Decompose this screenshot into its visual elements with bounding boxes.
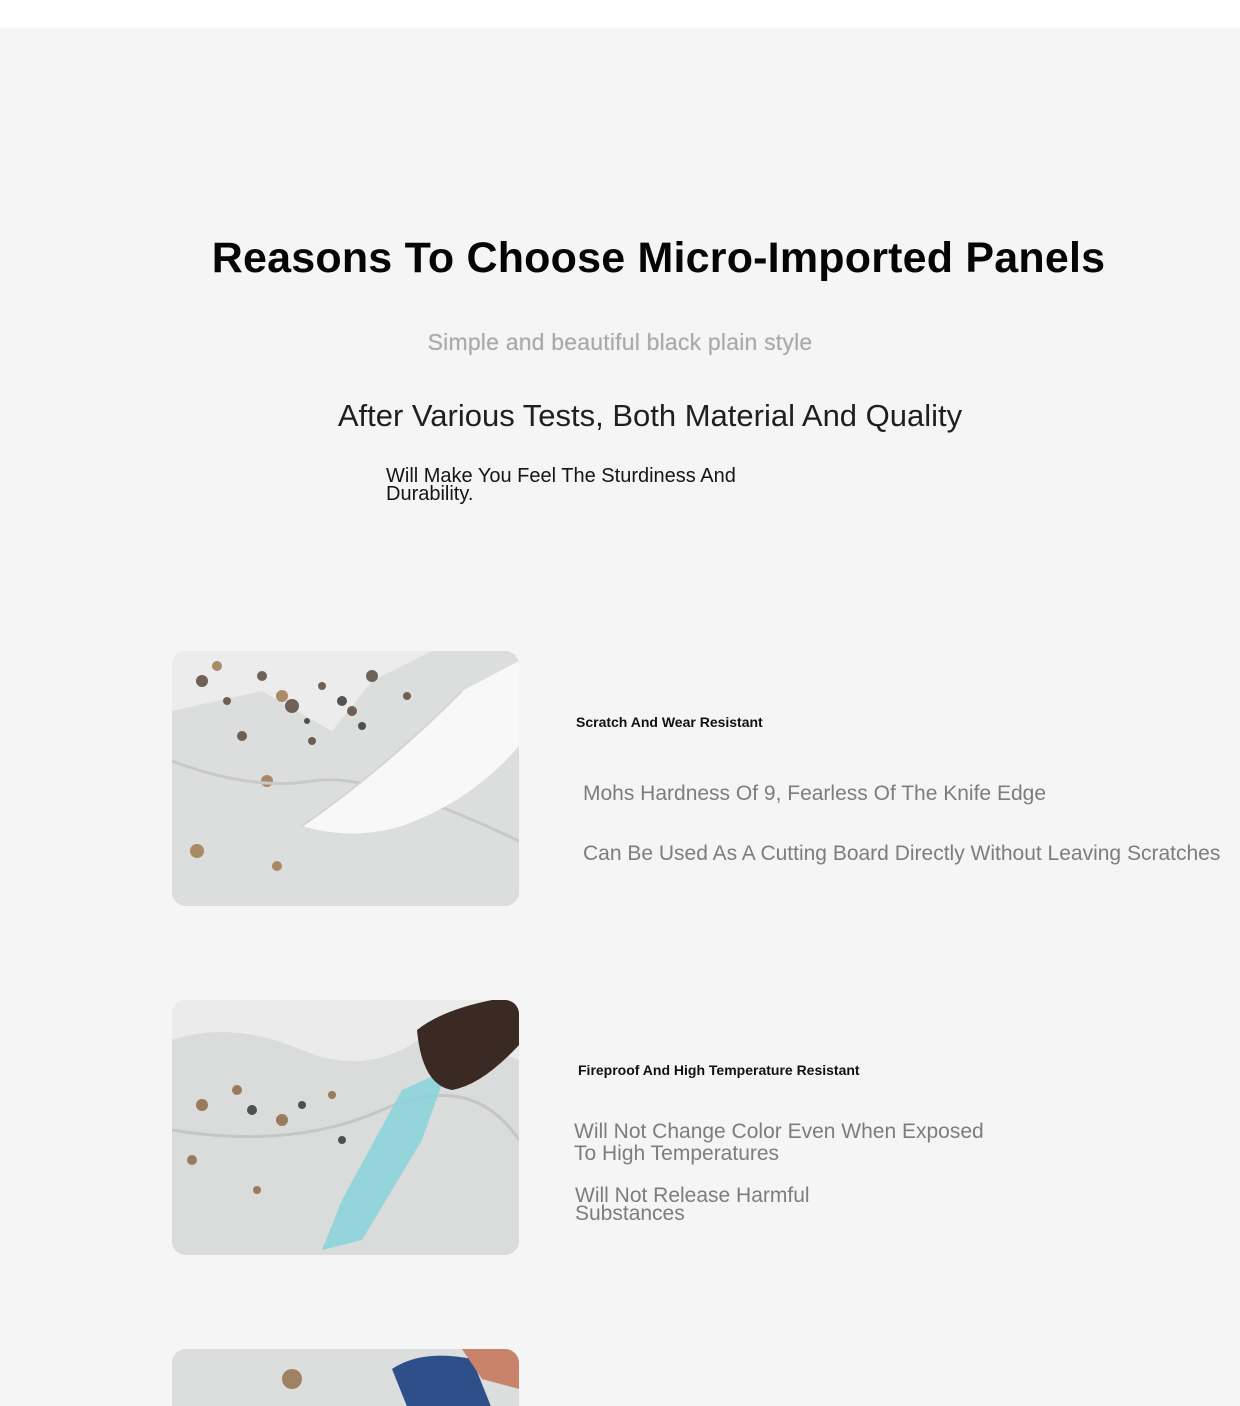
feature-line-cutting-board: Can Be Used As A Cutting Board Directly Without Leaving Scratches [583,842,1221,865]
feature-title-fireproof: Fireproof And High Temperature Resistant [578,1062,860,1078]
tagline-line-1: After Various Tests, Both Material And Quality [337,398,963,433]
page-title: Reasons To Choose Micro-Imported Panels [211,234,1106,282]
tagline-line-2: Will Make You Feel The Sturdiness And Durability. [386,465,736,505]
feature-line-hardness: Mohs Hardness Of 9, Fearless Of The Knife Edge [583,782,1046,805]
torch-flame-on-marble-image [172,1000,519,1255]
top-bar [0,0,1240,28]
page-subtitle: Simple and beautiful black plain style [427,329,813,355]
cloth-wiping-marble-image [172,1349,519,1406]
feature-title-cutoff [574,1394,864,1406]
feature-line-color: Will Not Change Color Even When Exposed To High Temperatures [574,1120,984,1165]
knife-on-marble-image [172,651,519,906]
feature-title-scratch: Scratch And Wear Resistant [576,714,763,730]
product-detail-panel [0,28,1240,1406]
feature-line-harmful: Will Not Release Harmful Substances [575,1184,810,1225]
